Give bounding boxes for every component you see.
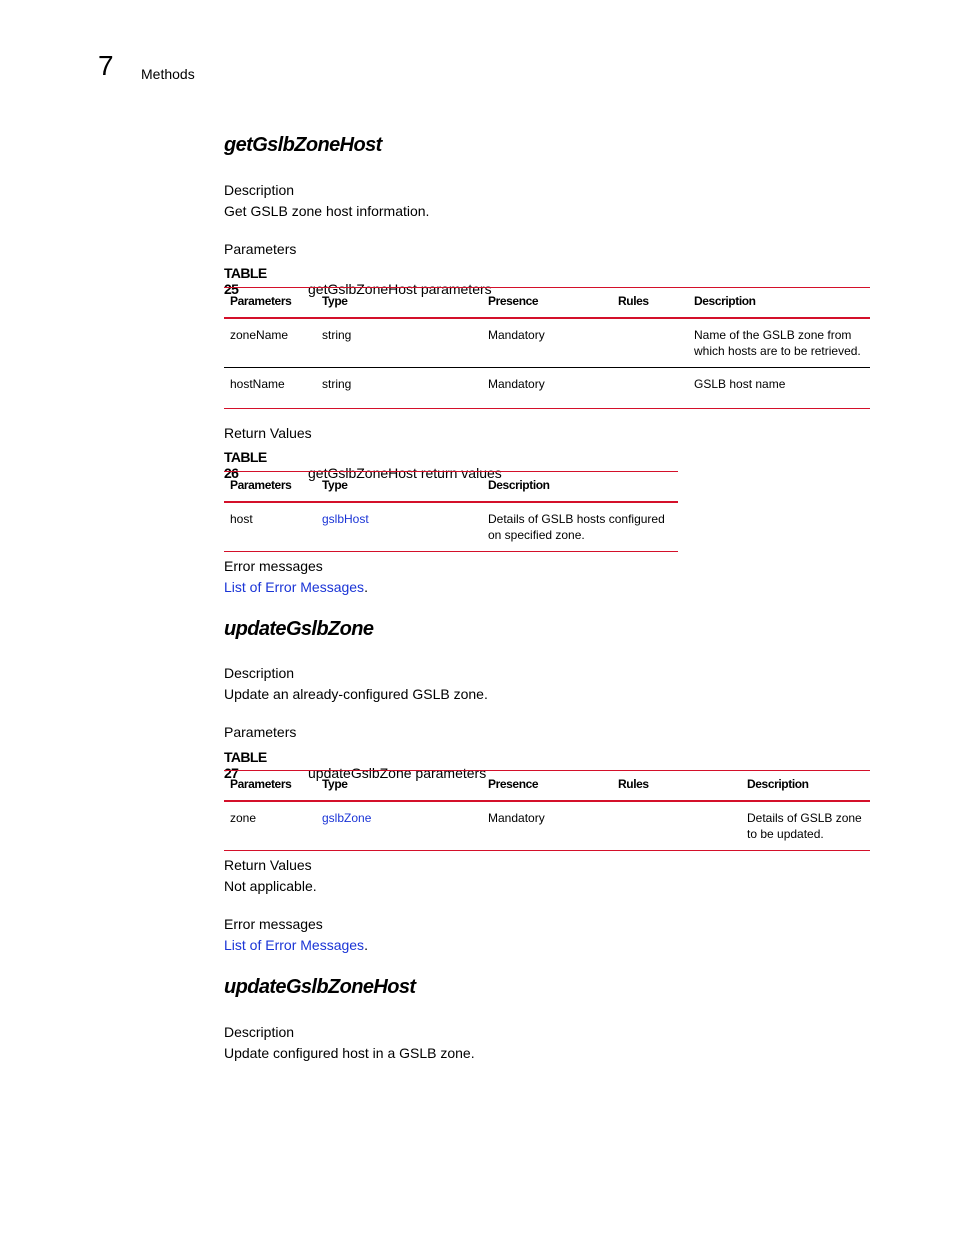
table-row <box>224 318 870 368</box>
table-header-row <box>224 288 870 319</box>
table-cell: Mandatory <box>488 811 545 825</box>
method-title: getGslbZoneHost <box>224 134 382 156</box>
column-header: Rules <box>618 777 649 791</box>
column-header: Parameters <box>230 294 292 308</box>
error-messages-link[interactable]: List of Error Messages <box>224 937 365 953</box>
description-heading: Description <box>224 1024 295 1040</box>
return-values-text: Not applicable. <box>224 878 317 894</box>
error-messages-heading: Error messages <box>224 558 323 574</box>
chapter-number: 7 <box>98 50 114 81</box>
method-title: updateGslbZoneHost <box>224 976 416 998</box>
column-header: Presence <box>488 294 539 308</box>
table-row <box>224 502 678 552</box>
return-values-heading: Return Values <box>224 857 312 873</box>
table-number: TABLE 27 <box>224 749 267 781</box>
type-link[interactable]: gslbHost <box>322 512 369 526</box>
parameters-table <box>224 287 870 409</box>
column-header: Description <box>694 294 756 308</box>
table-number: TABLE 25 <box>224 265 267 297</box>
table-header-row <box>224 771 870 802</box>
method-title: updateGslbZone <box>224 618 374 640</box>
column-header: Description <box>747 777 809 791</box>
type-link[interactable]: gslbZone <box>322 811 372 825</box>
table-cell: Name of the GSLB zone from which hosts are to be retrieved. <box>694 328 861 358</box>
column-header: Type <box>322 478 348 492</box>
description-text: Get GSLB zone host information. <box>224 203 430 219</box>
column-header: Type <box>322 777 348 791</box>
column-header: Description <box>488 478 550 492</box>
description-text: Update an already-configured GSLB zone. <box>224 686 488 702</box>
description-heading: Description <box>224 665 295 681</box>
table-caption-text: getGslbZoneHost parameters <box>308 281 492 297</box>
table-cell: zone <box>230 811 257 825</box>
table-cell: Mandatory <box>488 328 545 342</box>
table-cell: GSLB host name <box>694 377 786 391</box>
error-messages-heading: Error messages <box>224 916 323 932</box>
parameters-table <box>224 770 870 851</box>
column-header: Presence <box>488 777 539 791</box>
return-values-heading: Return Values <box>224 425 312 441</box>
table-cell: string <box>322 328 352 342</box>
column-header: Parameters <box>230 478 292 492</box>
table-row <box>224 368 870 409</box>
return-values-table <box>224 471 678 552</box>
chapter-title: Methods <box>141 66 195 82</box>
table-number: TABLE 26 <box>224 449 267 481</box>
table-cell: Details of GSLB hosts configured on specified zone. <box>488 512 665 542</box>
error-messages-link[interactable]: List of Error Messages <box>224 579 365 595</box>
table-cell: string <box>322 377 352 391</box>
error-messages-line: List of Error Messages. <box>224 579 368 595</box>
column-header: Type <box>322 294 348 308</box>
table-cell <box>612 318 688 368</box>
table-cell: Details of GSLB zone to be updated. <box>747 811 862 841</box>
table-caption-text: updateGslbZone parameters <box>308 765 487 781</box>
table-cell: Mandatory <box>488 377 545 391</box>
parameters-heading: Parameters <box>224 724 297 740</box>
parameters-heading: Parameters <box>224 241 297 257</box>
table-caption-text: getGslbZoneHost return values <box>308 465 502 481</box>
table-cell <box>612 368 688 409</box>
table-cell: host <box>230 512 253 526</box>
table-row <box>224 801 870 851</box>
column-header: Parameters <box>230 777 292 791</box>
error-messages-line: List of Error Messages. <box>224 937 368 953</box>
table-cell <box>612 801 741 851</box>
description-text: Update configured host in a GSLB zone. <box>224 1045 475 1061</box>
column-header: Rules <box>618 294 649 308</box>
description-heading: Description <box>224 182 295 198</box>
table-cell: zoneName <box>230 328 289 342</box>
table-cell: hostName <box>230 377 285 391</box>
table-header-row <box>224 472 678 503</box>
